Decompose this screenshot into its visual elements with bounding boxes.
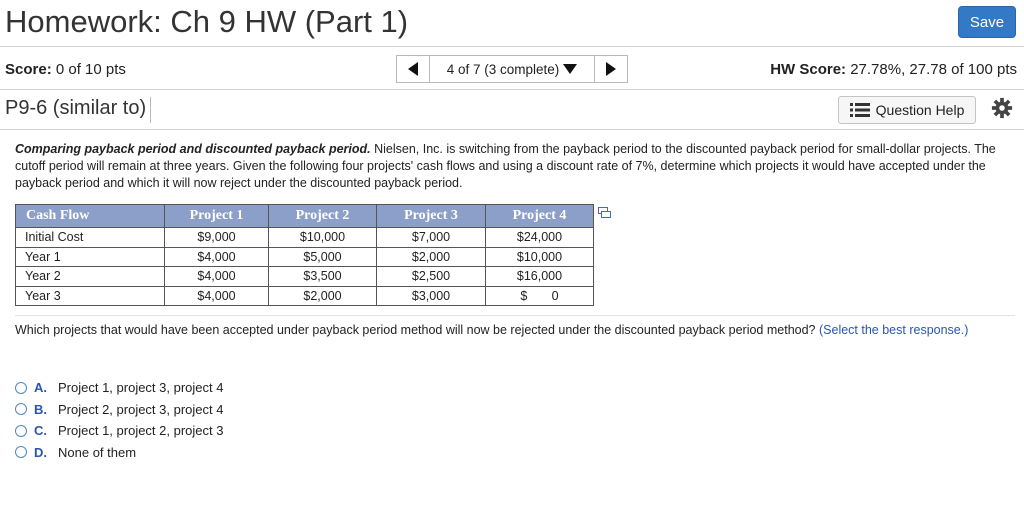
page-title: Homework: Ch 9 HW (Part 1) — [5, 4, 409, 39]
table-cell: $2,500 — [377, 267, 486, 287]
radio-button[interactable] — [15, 403, 27, 415]
score — [5, 61, 126, 78]
gear-icon[interactable] — [991, 97, 1013, 119]
choice-letter: B. — [34, 401, 47, 417]
table-cell: $5,000 — [269, 247, 377, 267]
header — [0, 0, 1024, 46]
table-cell: $2,000 — [377, 247, 486, 267]
table-header-row — [16, 205, 594, 228]
table-cell: $ 0 — [486, 286, 594, 306]
row-label: Year 2 — [16, 267, 165, 287]
down-triangle-icon — [563, 64, 577, 74]
table-cell: $4,000 — [165, 286, 269, 306]
copy-data-icon[interactable] — [598, 207, 611, 218]
question-header — [0, 92, 1024, 128]
divider — [0, 46, 1024, 47]
row-label: Initial Cost — [16, 228, 165, 248]
list-icon — [850, 102, 870, 118]
choice-d[interactable] — [15, 442, 223, 464]
score-value: 0 of 10 pts — [55, 61, 126, 78]
table-cell: $10,000 — [269, 228, 377, 248]
table-cell: $7,000 — [377, 228, 486, 248]
question-prompt — [15, 322, 1005, 339]
radio-button[interactable] — [15, 446, 27, 458]
table-row — [16, 228, 594, 248]
table-cell: $2,000 — [269, 286, 377, 306]
choice-text: Project 1, project 3, project 4 — [58, 380, 224, 396]
question-hint: (Select the best response.) — [819, 323, 969, 337]
choice-c[interactable] — [15, 420, 223, 442]
question-navigator — [396, 55, 628, 83]
problem-body: Nielsen, Inc. is switching from the payback period to the discounted payback period for small-dollar projects. The cutoff period will remain at three years. Given the following four projects' cash flows and using a discount rate of 7%, determine which projects it would have accepted under the payback period and which it will now reject under the discounted payback period. — [15, 142, 996, 190]
cash-flow-table — [15, 204, 594, 306]
question-text: Which projects that would have been accepted under payback period method will now be rejected under the discounted payback period method? — [15, 323, 816, 337]
table-cell: $10,000 — [486, 247, 594, 267]
radio-button[interactable] — [15, 382, 27, 394]
previous-question-button[interactable] — [396, 55, 430, 83]
choice-b[interactable] — [15, 399, 223, 421]
table-cell: $3,000 — [377, 286, 486, 306]
choice-letter: D. — [34, 444, 47, 460]
choice-a[interactable] — [15, 377, 223, 399]
score-bar — [0, 50, 1024, 88]
question-help-label: Question Help — [875, 102, 965, 118]
left-triangle-icon — [408, 62, 418, 76]
table-cell: $16,000 — [486, 267, 594, 287]
table-cell: $24,000 — [486, 228, 594, 248]
column-header: Cash Flow — [16, 205, 165, 228]
choice-letter: C. — [34, 423, 47, 439]
choice-text: Project 1, project 2, project 3 — [58, 423, 224, 439]
row-label: Year 1 — [16, 247, 165, 267]
table-cell: $3,500 — [269, 267, 377, 287]
hw-score — [770, 61, 1017, 78]
save-button[interactable]: Save — [958, 6, 1016, 38]
table-cell: $4,000 — [165, 247, 269, 267]
choice-letter: A. — [34, 380, 47, 396]
score-label: Score: — [5, 61, 52, 78]
table-cell: $4,000 — [165, 267, 269, 287]
choice-text: None of them — [58, 444, 137, 460]
divider — [15, 315, 1015, 316]
next-question-button[interactable] — [594, 55, 628, 83]
divider — [0, 89, 1024, 90]
row-label: Year 3 — [16, 286, 165, 306]
column-header: Project 2 — [269, 205, 377, 228]
column-header: Project 1 — [165, 205, 269, 228]
table-row — [16, 286, 594, 306]
table-cell: $9,000 — [165, 228, 269, 248]
column-header: Project 4 — [486, 205, 594, 228]
table-row — [16, 247, 594, 267]
choice-text: Project 2, project 3, project 4 — [58, 401, 224, 417]
question-help-button[interactable] — [838, 96, 976, 124]
answer-choices — [15, 377, 223, 463]
radio-button[interactable] — [15, 425, 27, 437]
hw-score-label: HW Score: — [770, 61, 847, 78]
problem-lead: Comparing payback period and discounted payback period. — [15, 142, 371, 156]
question-select-dropdown[interactable] — [430, 55, 594, 83]
right-triangle-icon — [606, 62, 616, 76]
problem-statement — [15, 141, 1005, 192]
table-row — [16, 267, 594, 287]
hw-score-value: 27.78%, 27.78 of 100 pts — [850, 61, 1017, 78]
column-header: Project 3 — [377, 205, 486, 228]
divider — [0, 129, 1024, 130]
question-position: 4 of 7 (3 complete) — [446, 61, 560, 77]
question-id: P9-6 (similar to) — [5, 97, 151, 123]
